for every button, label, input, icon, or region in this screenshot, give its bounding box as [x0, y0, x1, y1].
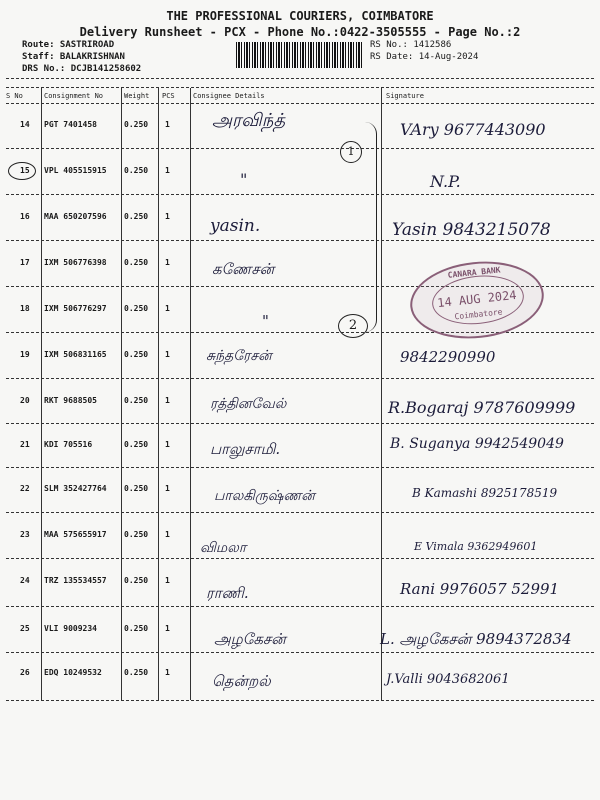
- consignment-number: IXM 506776398: [44, 258, 107, 267]
- pcs-value: 1: [165, 668, 170, 677]
- consignee-handwriting: பாலகிருஷ்ணன்: [214, 488, 315, 504]
- consignment-number: MAA 575655917: [44, 530, 107, 539]
- row-divider: [6, 700, 594, 701]
- row-serial: 19: [20, 350, 30, 359]
- consignment-number: TRZ 135534557: [44, 576, 107, 585]
- row-serial: 16: [20, 212, 30, 221]
- consignment-number: MAA 650207596: [44, 212, 107, 221]
- consignment-number: VPL 405515915: [44, 166, 107, 175]
- consignee-handwriting: விமலா: [200, 540, 247, 556]
- weight-value: 0.250: [124, 304, 149, 313]
- circle-number: 1: [347, 145, 355, 158]
- consignee-handwriting: ரத்தினவேல்: [210, 396, 287, 412]
- rs-number: RS No.: 1412586: [370, 40, 452, 50]
- column-header: Consignee Details: [193, 92, 265, 100]
- consignment-number: RKT 9688505: [44, 396, 97, 405]
- row-divider: [6, 512, 594, 513]
- pcs-value: 1: [165, 120, 170, 129]
- row-serial: 23: [20, 530, 30, 539]
- pcs-value: 1: [165, 212, 170, 221]
- consignee-handwriting: அழகேசன்: [214, 630, 286, 648]
- weight-value: 0.250: [124, 120, 149, 129]
- consignment-number: PGT 7401458: [44, 120, 97, 129]
- consignment-number: VLI 9009234: [44, 624, 97, 633]
- column-separator: [381, 88, 382, 700]
- signature-handwriting: E Vimala 9362949601: [414, 540, 538, 553]
- stamp-branch: Coimbatore: [454, 307, 503, 322]
- row-serial: 25: [20, 624, 30, 633]
- column-separator: [158, 88, 159, 700]
- consignment-number: IXM 506831165: [44, 350, 107, 359]
- column-header: Signature: [386, 92, 424, 100]
- row-serial: 18: [20, 304, 30, 313]
- column-header: S No: [6, 92, 23, 100]
- signature-handwriting: R.Bogaraj 9787609999: [388, 398, 576, 417]
- consignee-handwriting: தென்றல்: [212, 672, 271, 690]
- divider: [6, 87, 594, 88]
- drs-number: DRS No.: DCJB141258602: [22, 64, 142, 74]
- weight-value: 0.250: [124, 258, 149, 267]
- row-divider: [6, 652, 594, 653]
- column-header: Consignment No: [44, 92, 104, 100]
- consignee-handwriting: அரவிந்த்: [212, 110, 286, 131]
- row-divider: [6, 558, 594, 559]
- circle-mark: [340, 141, 362, 163]
- row-divider: [6, 467, 594, 468]
- weight-value: 0.250: [124, 530, 149, 539]
- signature-handwriting: VAry 9677443090: [400, 120, 546, 139]
- consignee-handwriting: கணேசன்: [212, 260, 275, 278]
- pcs-value: 1: [165, 440, 170, 449]
- row-serial: 22: [20, 484, 30, 493]
- weight-value: 0.250: [124, 396, 149, 405]
- pcs-value: 1: [165, 530, 170, 539]
- signature-handwriting: J.Valli 9043682061: [386, 672, 510, 687]
- pcs-value: 1: [165, 350, 170, 359]
- column-separator: [121, 88, 122, 700]
- signature-handwriting: 9842290990: [400, 348, 496, 366]
- consignee-handwriting: yasin.: [210, 216, 261, 236]
- weight-value: 0.250: [124, 440, 149, 449]
- staff-label: Staff: BALAKRISHNAN: [22, 52, 125, 62]
- signature-handwriting: Rani 9976057 52991: [400, 580, 560, 598]
- row-serial: 17: [20, 258, 30, 267]
- row-divider: [6, 423, 594, 424]
- stamp-date: 14 AUG 2024: [436, 287, 518, 311]
- circle-number: 2: [348, 318, 358, 333]
- page-title: THE PROFESSIONAL COURIERS, COIMBATORE: [166, 9, 434, 23]
- weight-value: 0.250: [124, 576, 149, 585]
- signature-handwriting: Yasin 9843215078: [392, 220, 551, 240]
- consignee-handwriting: பாலுசாமி.: [210, 440, 281, 458]
- signature-handwriting: N.P.: [430, 172, 461, 191]
- route-label: Route: SASTRIROAD: [22, 40, 115, 50]
- consignment-number: EDQ 10249532: [44, 668, 102, 677]
- column-header: Weight: [124, 92, 150, 100]
- stamp-bank-name: CANARA BANK: [447, 265, 501, 280]
- pcs-value: 1: [165, 396, 170, 405]
- pcs-value: 1: [165, 624, 170, 633]
- consignment-number: SLM 352427764: [44, 484, 107, 493]
- row-circle-mark: [8, 162, 36, 180]
- row-divider: [6, 148, 594, 149]
- consignment-number: IXM 506776297: [44, 304, 107, 313]
- row-serial: 26: [20, 668, 30, 677]
- column-header: PCS: [162, 92, 175, 100]
- weight-value: 0.250: [124, 166, 149, 175]
- divider: [6, 78, 594, 79]
- weight-value: 0.250: [124, 484, 149, 493]
- consignment-number: KDI 705516: [44, 440, 93, 449]
- pcs-value: 1: [165, 258, 170, 267]
- row-divider: [6, 606, 594, 607]
- circle-mark: [338, 314, 368, 338]
- pcs-value: 1: [165, 304, 170, 313]
- column-separator: [190, 88, 191, 700]
- row-divider: [6, 240, 594, 241]
- weight-value: 0.250: [124, 624, 149, 633]
- signature-handwriting: B. Suganya 9942549049: [390, 436, 564, 452]
- weight-value: 0.250: [124, 350, 149, 359]
- signature-handwriting: L. அழகேசன் 9894372834: [380, 630, 572, 648]
- pcs-value: 1: [165, 576, 170, 585]
- row-serial: 24: [20, 576, 30, 585]
- consignee-handwriting: சுந்தரேசன்: [206, 348, 272, 364]
- weight-value: 0.250: [124, 212, 149, 221]
- row-serial: 21: [20, 440, 30, 449]
- column-separator: [41, 88, 42, 700]
- page-subtitle: Delivery Runsheet - PCX - Phone No.:0422-3505555 - Page No.:2: [79, 25, 521, 39]
- row-divider: [6, 378, 594, 379]
- pcs-value: 1: [165, 166, 170, 175]
- row-divider: [6, 194, 594, 195]
- divider: [6, 103, 594, 104]
- consignee-handwriting: ராணி.: [206, 584, 249, 602]
- weight-value: 0.250: [124, 668, 149, 677]
- consignee-handwriting: ": [240, 170, 248, 189]
- row-serial: 14: [20, 120, 30, 129]
- consignee-handwriting: ": [262, 312, 269, 330]
- pcs-value: 1: [165, 484, 170, 493]
- row-serial: 15: [20, 166, 30, 175]
- barcode: [236, 42, 364, 68]
- row-serial: 20: [20, 396, 30, 405]
- signature-handwriting: B Kamashi 8925178519: [412, 486, 558, 500]
- rs-date: RS Date: 14-Aug-2024: [370, 52, 479, 62]
